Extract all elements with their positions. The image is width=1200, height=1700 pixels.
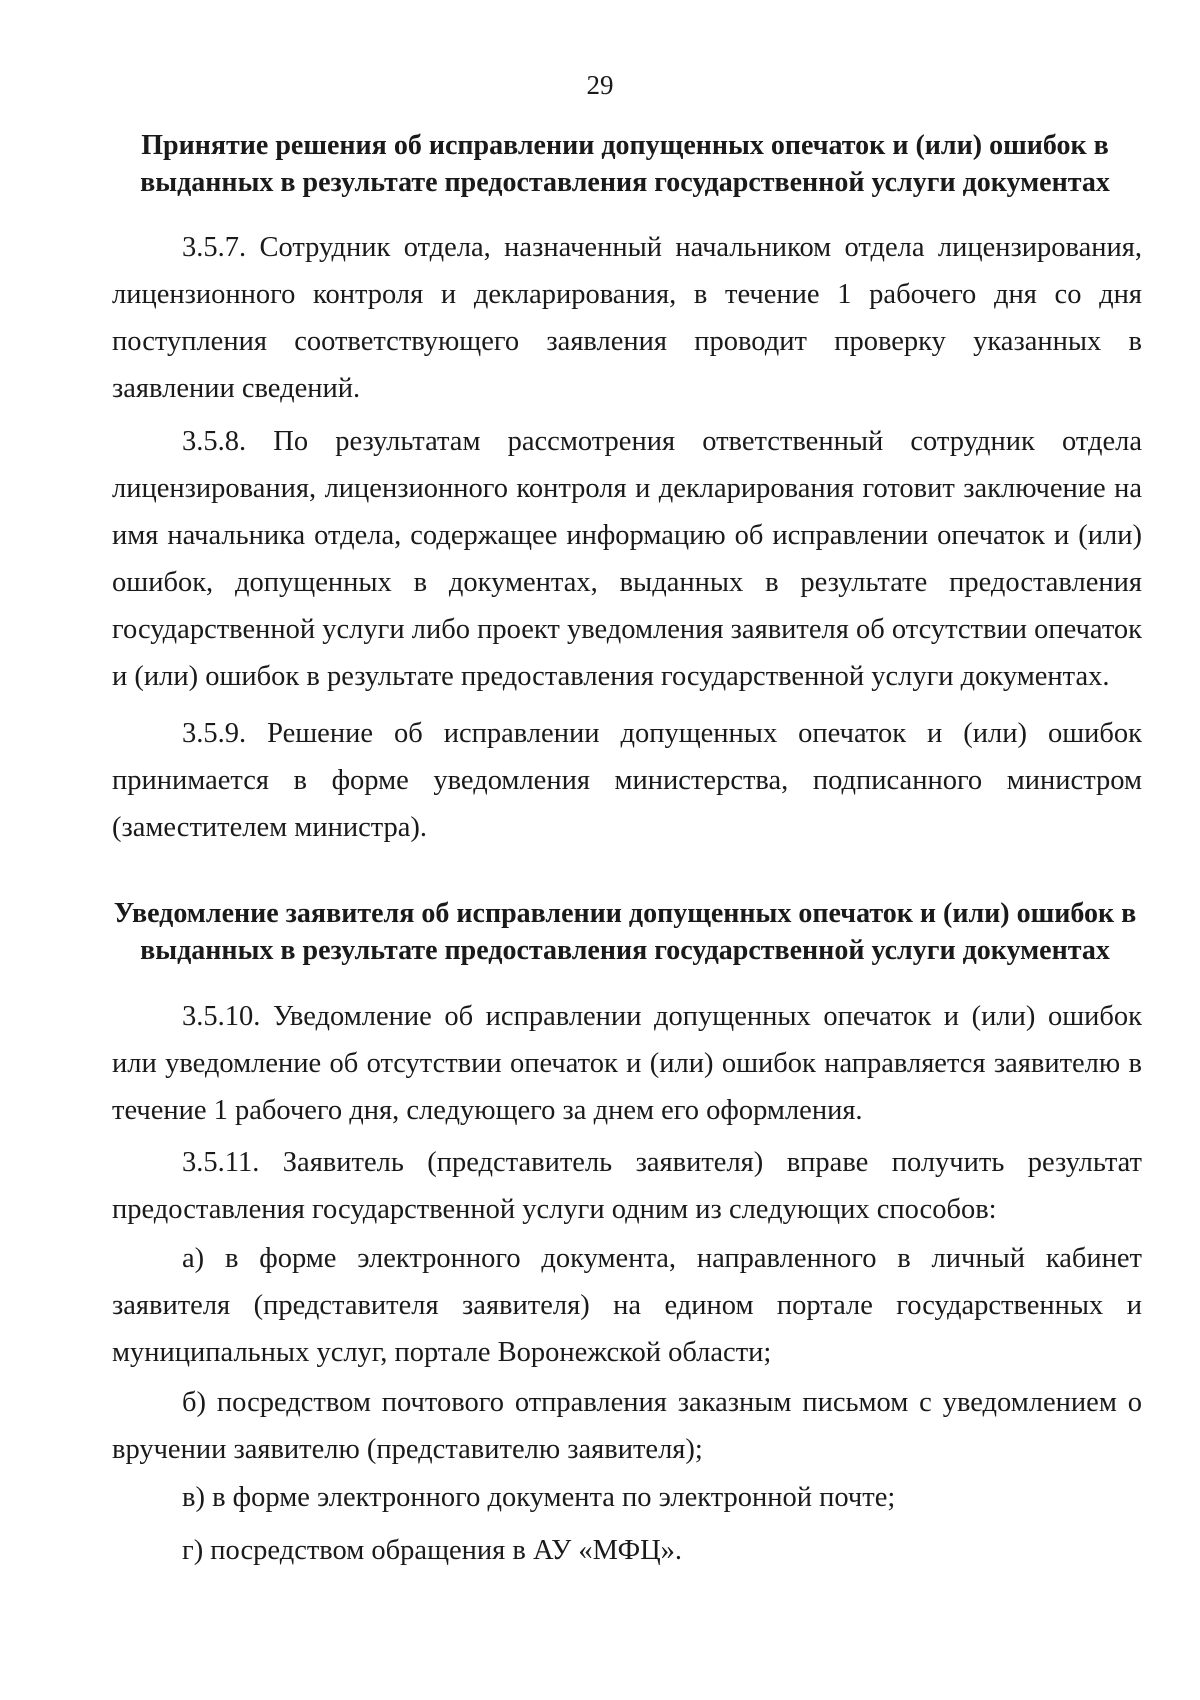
list-item-b: б) посредством почтового отправления заказным письмом с уведомлением о вручении заявителю (представителю заявителя); bbox=[112, 1387, 1142, 1465]
paragraph-3-5-9: 3.5.9. Решение об исправлении допущенных опечаток и (или) ошибок принимается в форме уведомления министерства, подписанного министром (заместителем министра). bbox=[112, 718, 1142, 843]
section-heading-notification: Уведомление заявителя об исправлении допущенных опечаток и (или) ошибок в выданных в результате предоставления государственной услуги документах bbox=[113, 898, 1137, 966]
paragraph-3-5-10: 3.5.10. Уведомление об исправлении допущенных опечаток и (или) ошибок или уведомление об отсутствии опечаток и (или) ошибок направляется заявителю в течение 1 рабочего дня, следующего за днем его оформления. bbox=[112, 1001, 1142, 1126]
paragraph-3-5-8: 3.5.8. По результатам рассмотрения ответственный сотрудник отдела лицензирования, лицензионного контроля и декларирования готовит заключение на имя начальника отдела, содержащее информацию об исправлении опечаток и (или) ошибок, допущенных в документах, выданных в результате предоставления государственной услуги либо проект уведомления заявителя об отсутствии опечаток и (или) ошибок в результате предоставления государственной услуги документах. bbox=[112, 426, 1142, 692]
paragraph-3-5-7: 3.5.7. Сотрудник отдела, назначенный начальником отдела лицензирования, лицензионного контроля и декларирования, в течение 1 рабочего дня со дня поступления соответствующего заявления проводит проверку указанных в заявлении сведений. bbox=[112, 232, 1142, 404]
paragraph-3-5-11: 3.5.11. Заявитель (представитель заявителя) вправе получить результат предоставления государственной услуги одним из следующих способов: bbox=[112, 1147, 1142, 1225]
list-item-v: в) в форме электронного документа по электронной почте; bbox=[182, 1482, 896, 1513]
page-number: 29 bbox=[586, 70, 614, 100]
list-item-a: а) в форме электронного документа, направленного в личный кабинет заявителя (представителя заявителя) на едином портале государственных и муниципальных услуг, портале Воронежской области; bbox=[112, 1243, 1142, 1368]
list-item-g: г) посредством обращения в АУ «МФЦ». bbox=[182, 1535, 683, 1566]
section-heading-decision: Принятие решения об исправлении допущенных опечаток и (или) ошибок в выданных в результате предоставления государственной услуги документах bbox=[140, 130, 1110, 198]
